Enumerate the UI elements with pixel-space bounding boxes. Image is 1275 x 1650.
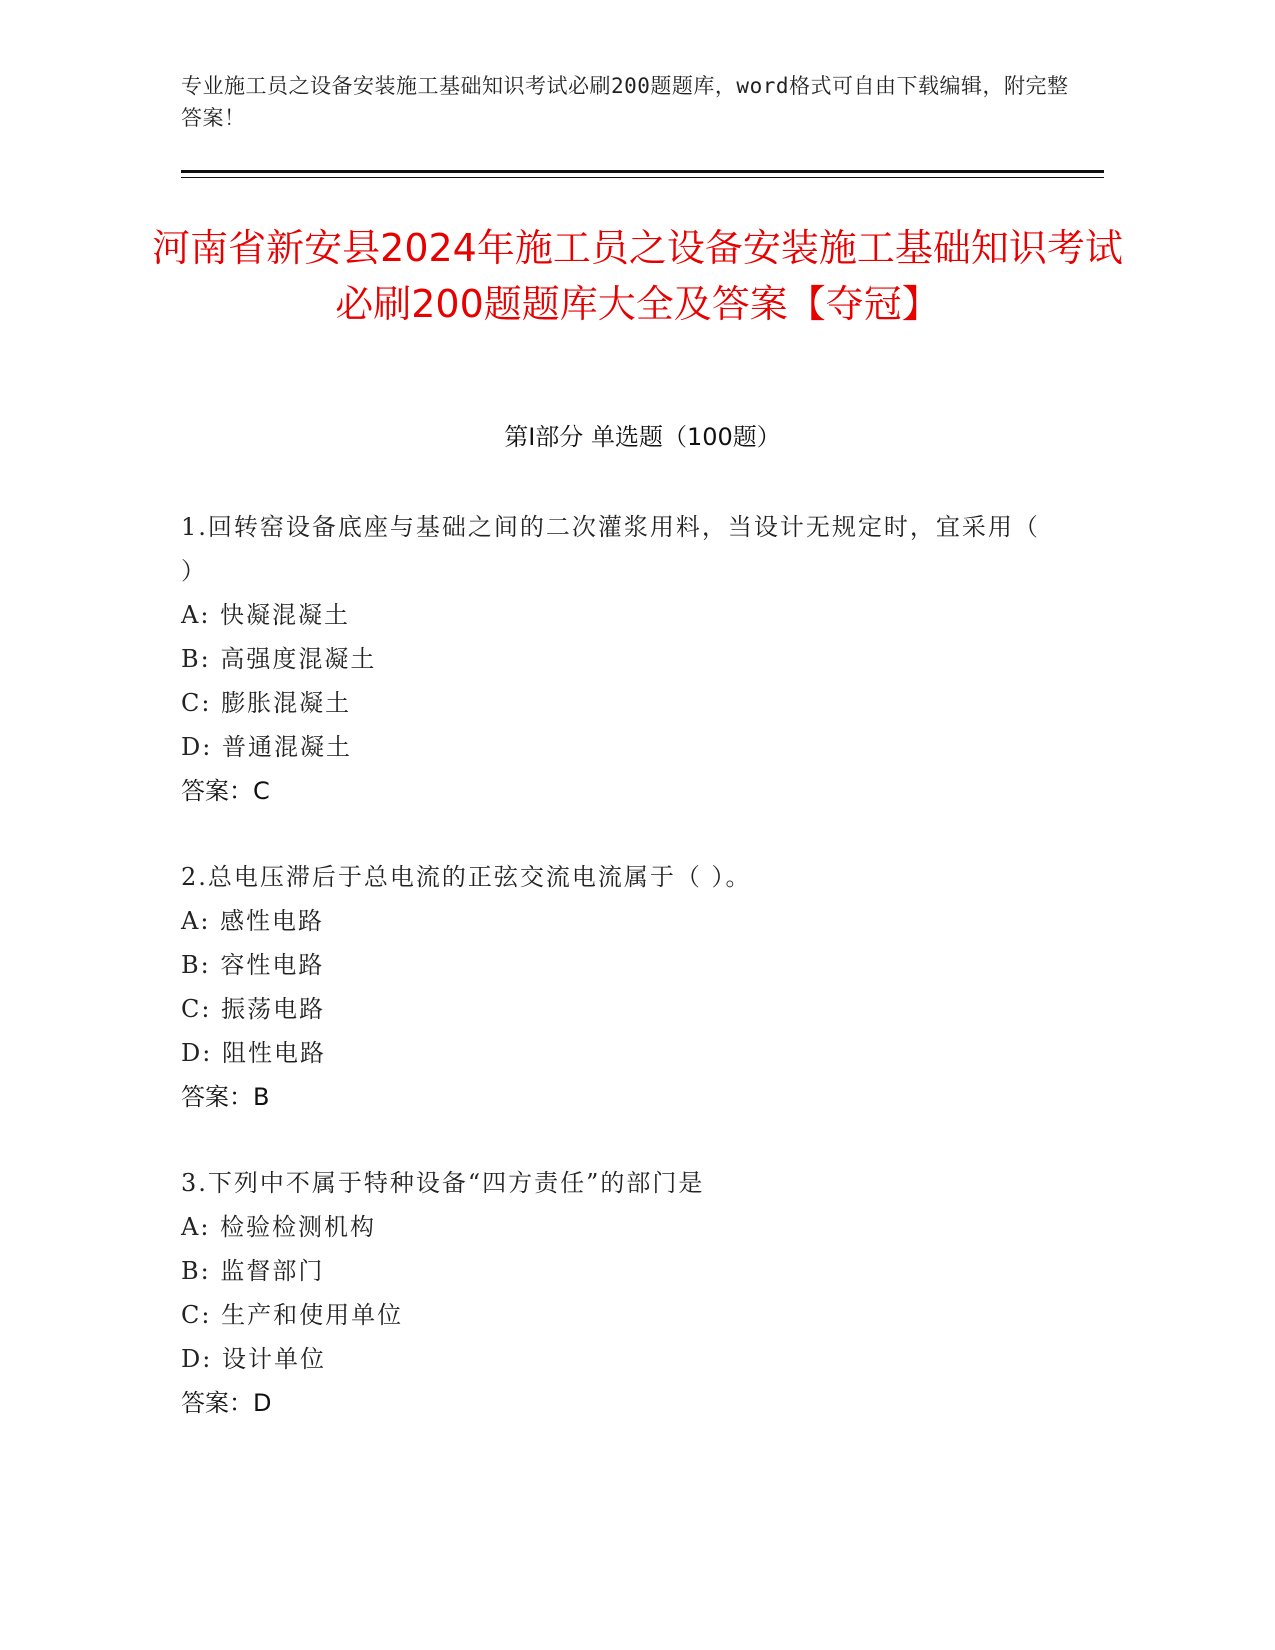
header-rule-thin bbox=[181, 177, 1104, 178]
option-c: C: 生产和使用单位 bbox=[181, 1301, 404, 1329]
option-d: D: 阻性电路 bbox=[181, 1039, 326, 1067]
question-1 bbox=[181, 505, 1041, 813]
option-b: B: 高强度混凝土 bbox=[181, 645, 377, 673]
question-stem: 1.回转窑设备底座与基础之间的二次灌浆用料，当设计无规定时，宜采用（ ） bbox=[181, 513, 1040, 585]
option-d: D: 设计单位 bbox=[181, 1345, 326, 1373]
option-a: A: 感性电路 bbox=[181, 907, 325, 935]
question-2 bbox=[181, 855, 1041, 1119]
question-stem: 2.总电压滞后于总电流的正弦交流电流属于（ ）。 bbox=[181, 863, 752, 891]
option-c: C: 膨胀混凝土 bbox=[181, 689, 352, 717]
option-d: D: 普通混凝土 bbox=[181, 733, 352, 761]
question-stem: 3.下列中不属于特种设备“四方责任”的部门是 bbox=[181, 1169, 705, 1197]
option-b: B: 监督部门 bbox=[181, 1257, 325, 1285]
document-title: 河南省新安县2024年施工员之设备安装施工基础知识考试必刷200题题库大全及答案【夺冠】 bbox=[152, 226, 1123, 326]
section-title: 第I部分 单选题（100题） bbox=[504, 423, 781, 451]
option-a: A: 检验检测机构 bbox=[181, 1213, 377, 1241]
answer: 答案：B bbox=[181, 1083, 270, 1111]
header-note: 专业施工员之设备安装施工基础知识考试必刷200题题库，word格式可自由下载编辑，附完整答案！ bbox=[181, 74, 1069, 130]
question-3 bbox=[181, 1161, 1041, 1425]
option-c: C: 振荡电路 bbox=[181, 995, 326, 1023]
answer: 答案：C bbox=[181, 777, 270, 805]
answer: 答案：D bbox=[181, 1389, 272, 1417]
option-a: A: 快凝混凝土 bbox=[181, 601, 351, 629]
option-b: B: 容性电路 bbox=[181, 951, 325, 979]
question-list bbox=[181, 505, 1041, 1467]
header-rule-thick bbox=[181, 170, 1104, 173]
